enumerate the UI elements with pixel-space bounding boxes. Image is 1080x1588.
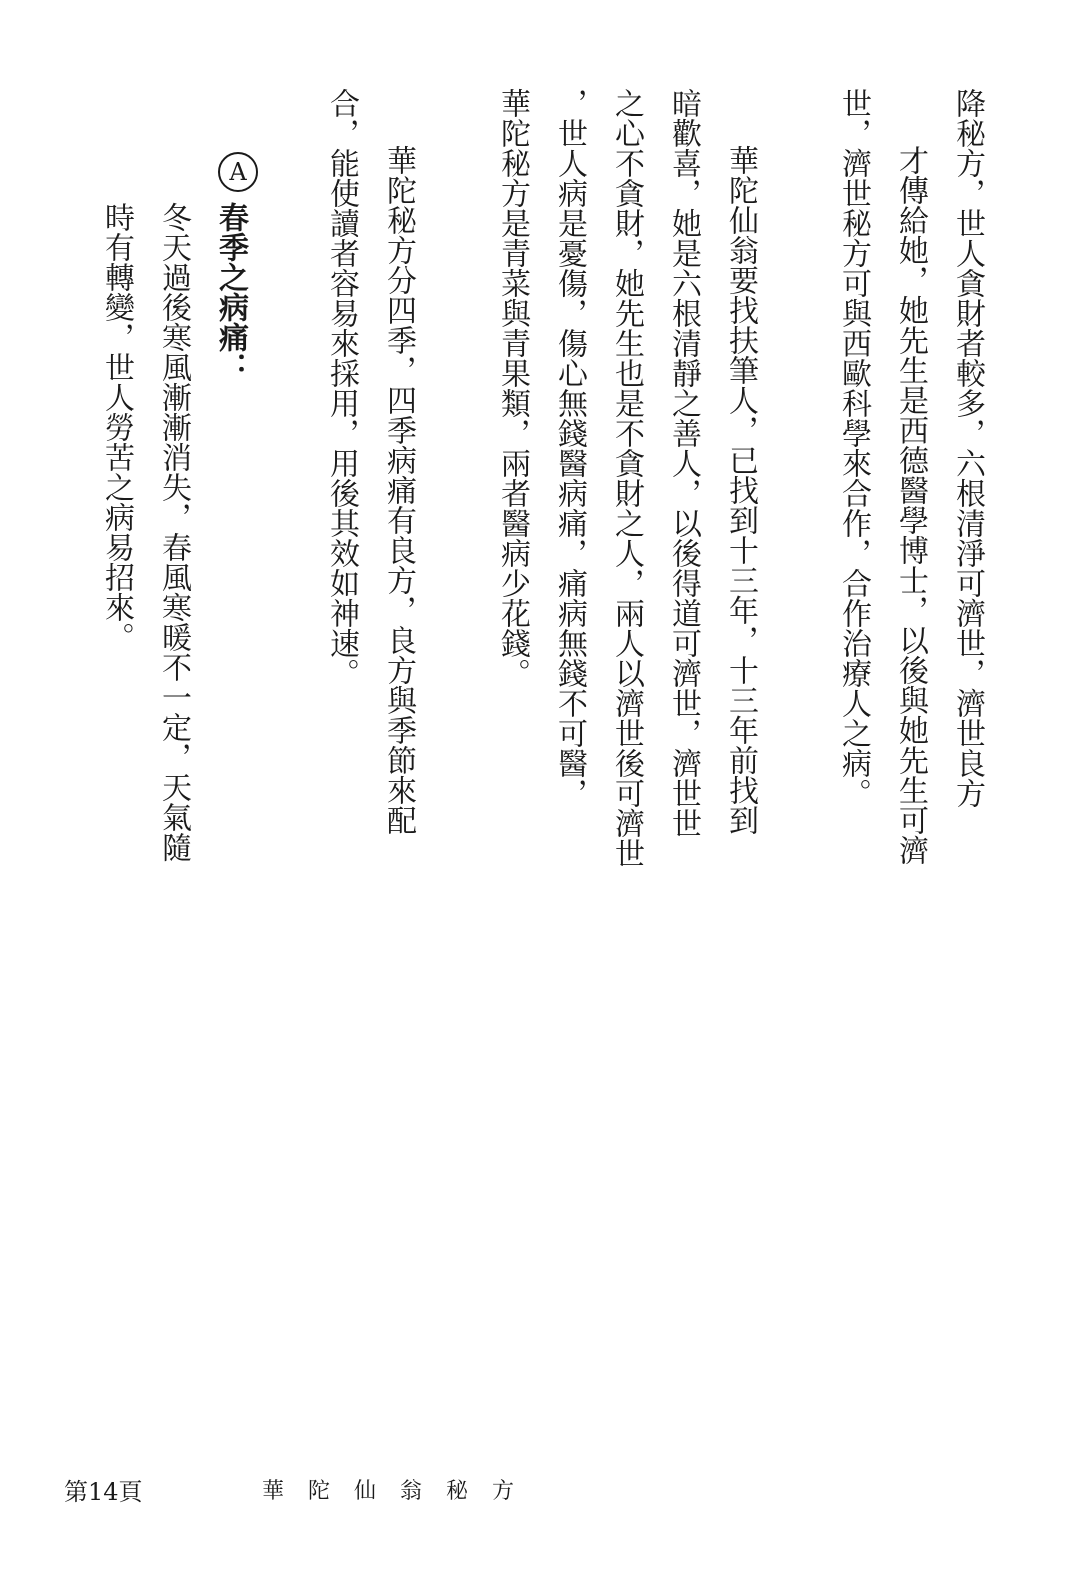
text-column-1: 降秘方，世人貪財者較多，六根清淨可濟世，濟世良方 <box>950 88 985 808</box>
text-column-12: 合，能使讀者容易來採用，用後其效如神速。 <box>324 88 359 688</box>
text-column-9: 華陀秘方是青菜與青果類，兩者醫病少花錢。 <box>495 88 530 688</box>
text-column-5: 華陀仙翁要找扶筆人，已找到十三年，十三年前找到 <box>723 145 758 835</box>
page-number: 第14頁 <box>64 1478 143 1506</box>
text-column-6: 暗歡喜，她是六根清靜之善人，以後得道可濟世，濟世世 <box>666 88 701 838</box>
text-column-3: 世，濟世秘方可與西歐科學來合作，合作治療人之病。 <box>836 88 871 808</box>
book-title: 華陀仙翁秘方 <box>262 1479 539 1504</box>
text-column-2: 才傳給她，她先生是西德醫學博士，以後與她先生可濟 <box>893 145 928 865</box>
text-column-7: 之心不貪財，她先生也是不貪財之人，兩人以濟世後可濟世 <box>609 88 644 868</box>
text-column-11: 華陀秘方分四季，四季病痛有良方，良方與季節來配 <box>381 145 416 835</box>
section-heading: 春季之病痛： <box>213 202 248 382</box>
heading-marker-icon: A <box>218 152 258 192</box>
text-column-8: ，世人病是憂傷，傷心無錢醫病痛，痛病無錢不可醫， <box>552 88 587 808</box>
text-column-14: 冬天過後寒風漸漸消失，春風寒暖不一定，天氣隨 <box>156 202 191 862</box>
text-column-15: 時有轉變，世人勞苦之病易招來。 <box>99 202 134 652</box>
